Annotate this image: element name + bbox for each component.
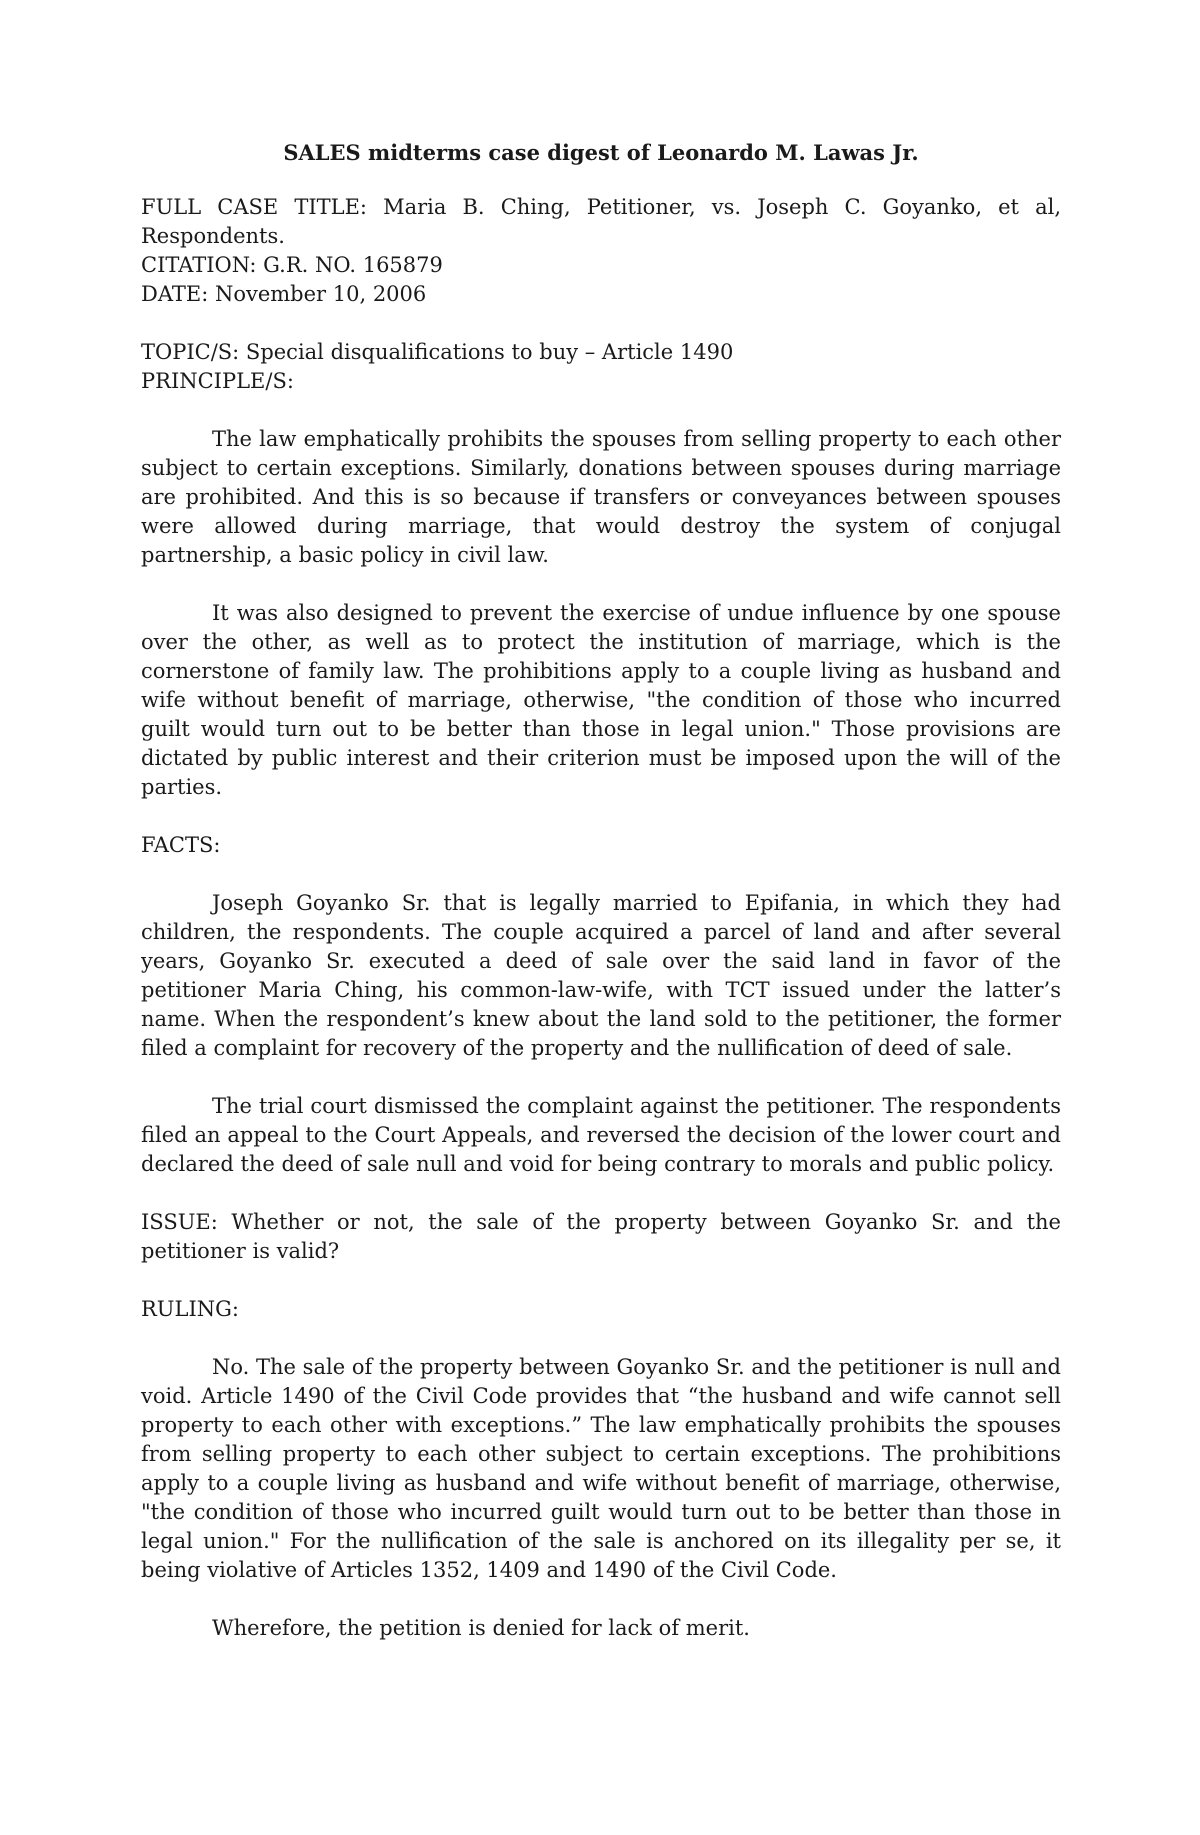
spacer	[141, 1324, 1061, 1353]
spacer	[141, 1585, 1061, 1614]
principle-paragraph: It was also designed to prevent the exercise of undue influence by one spouse over the other, as well as to protect the institution of marriage, which is the cornerstone of family law. The prohibitions apply to a couple living as husband and wife without benefit of marriage, otherwise, "the condition of those who incurred guilt would turn out to be better than those in legal union." Those provisions are dictated by public interest and their criterion must be imposed upon the will of the parties.	[141, 601, 1061, 799]
spacer	[141, 309, 1061, 338]
full-case-title: FULL CASE TITLE: Maria B. Ching, Petitioner, vs. Joseph C. Goyanko, et al, Respondents.	[141, 195, 1061, 248]
spacer	[141, 802, 1061, 831]
spacer	[141, 1063, 1061, 1092]
spacer	[141, 396, 1061, 425]
ruling-paragraph: No. The sale of the property between Goyanko Sr. and the petitioner is null and void. Article 1490 of the Civil Code provides that “the husband and wife cannot sell property to each other with exceptions.” The law emphatically prohibits the spouses from selling property to each other subject to certain exceptions. The prohibitions apply to a couple living as husband and wife without benefit of marriage, otherwise, "the condition of those who incurred guilt would turn out to be better than those in legal union." For the nullification of the sale is anchored on its illegality per se, it being violative of Articles 1352, 1409 and 1490 of the Civil Code.	[141, 1355, 1061, 1582]
topics-line: TOPIC/S: Special disqualifications to buy – Article 1490	[141, 340, 734, 364]
ruling-paragraph: Wherefore, the petition is denied for lack of merit.	[212, 1616, 750, 1640]
issue-line: ISSUE: Whether or not, the sale of the property between Goyanko Sr. and the petitioner is valid?	[141, 1210, 1061, 1263]
ruling-label: RULING:	[141, 1297, 239, 1321]
principle-paragraph: The law emphatically prohibits the spouses from selling property to each other subject to certain exceptions. Similarly, donations between spouses during marriage are prohibited. And this is so because if transfers or conveyances between spouses were allowed during marriage, that would destroy the system of conjugal partnership, a basic policy in civil law.	[141, 427, 1061, 567]
document-page	[141, 138, 1061, 1643]
facts-label: FACTS:	[141, 833, 221, 857]
document-title: SALES midterms case digest of Leonardo M. Lawas Jr.	[283, 140, 919, 165]
spacer	[141, 1179, 1061, 1208]
case-date: DATE: November 10, 2006	[141, 282, 427, 306]
principles-label: PRINCIPLE/S:	[141, 369, 294, 393]
spacer	[141, 570, 1061, 599]
facts-paragraph: Joseph Goyanko Sr. that is legally married to Epifania, in which they had children, the respondents. The couple acquired a parcel of land and after several years, Goyanko Sr. executed a deed of sale over the said land in favor of the petitioner Maria Ching, his common-law-wife, with TCT issued under the latter’s name. When the respondent’s knew about the land sold to the petitioner, the former filed a complaint for recovery of the property and the nullification of deed of sale.	[141, 891, 1061, 1060]
citation: CITATION: G.R. NO. 165879	[141, 253, 443, 277]
spacer	[141, 1266, 1061, 1295]
spacer	[141, 860, 1061, 889]
facts-paragraph: The trial court dismissed the complaint against the petitioner. The respondents filed an appeal to the Court Appeals, and reversed the decision of the lower court and declared the deed of sale null and void for being contrary to morals and public policy.	[141, 1094, 1061, 1176]
